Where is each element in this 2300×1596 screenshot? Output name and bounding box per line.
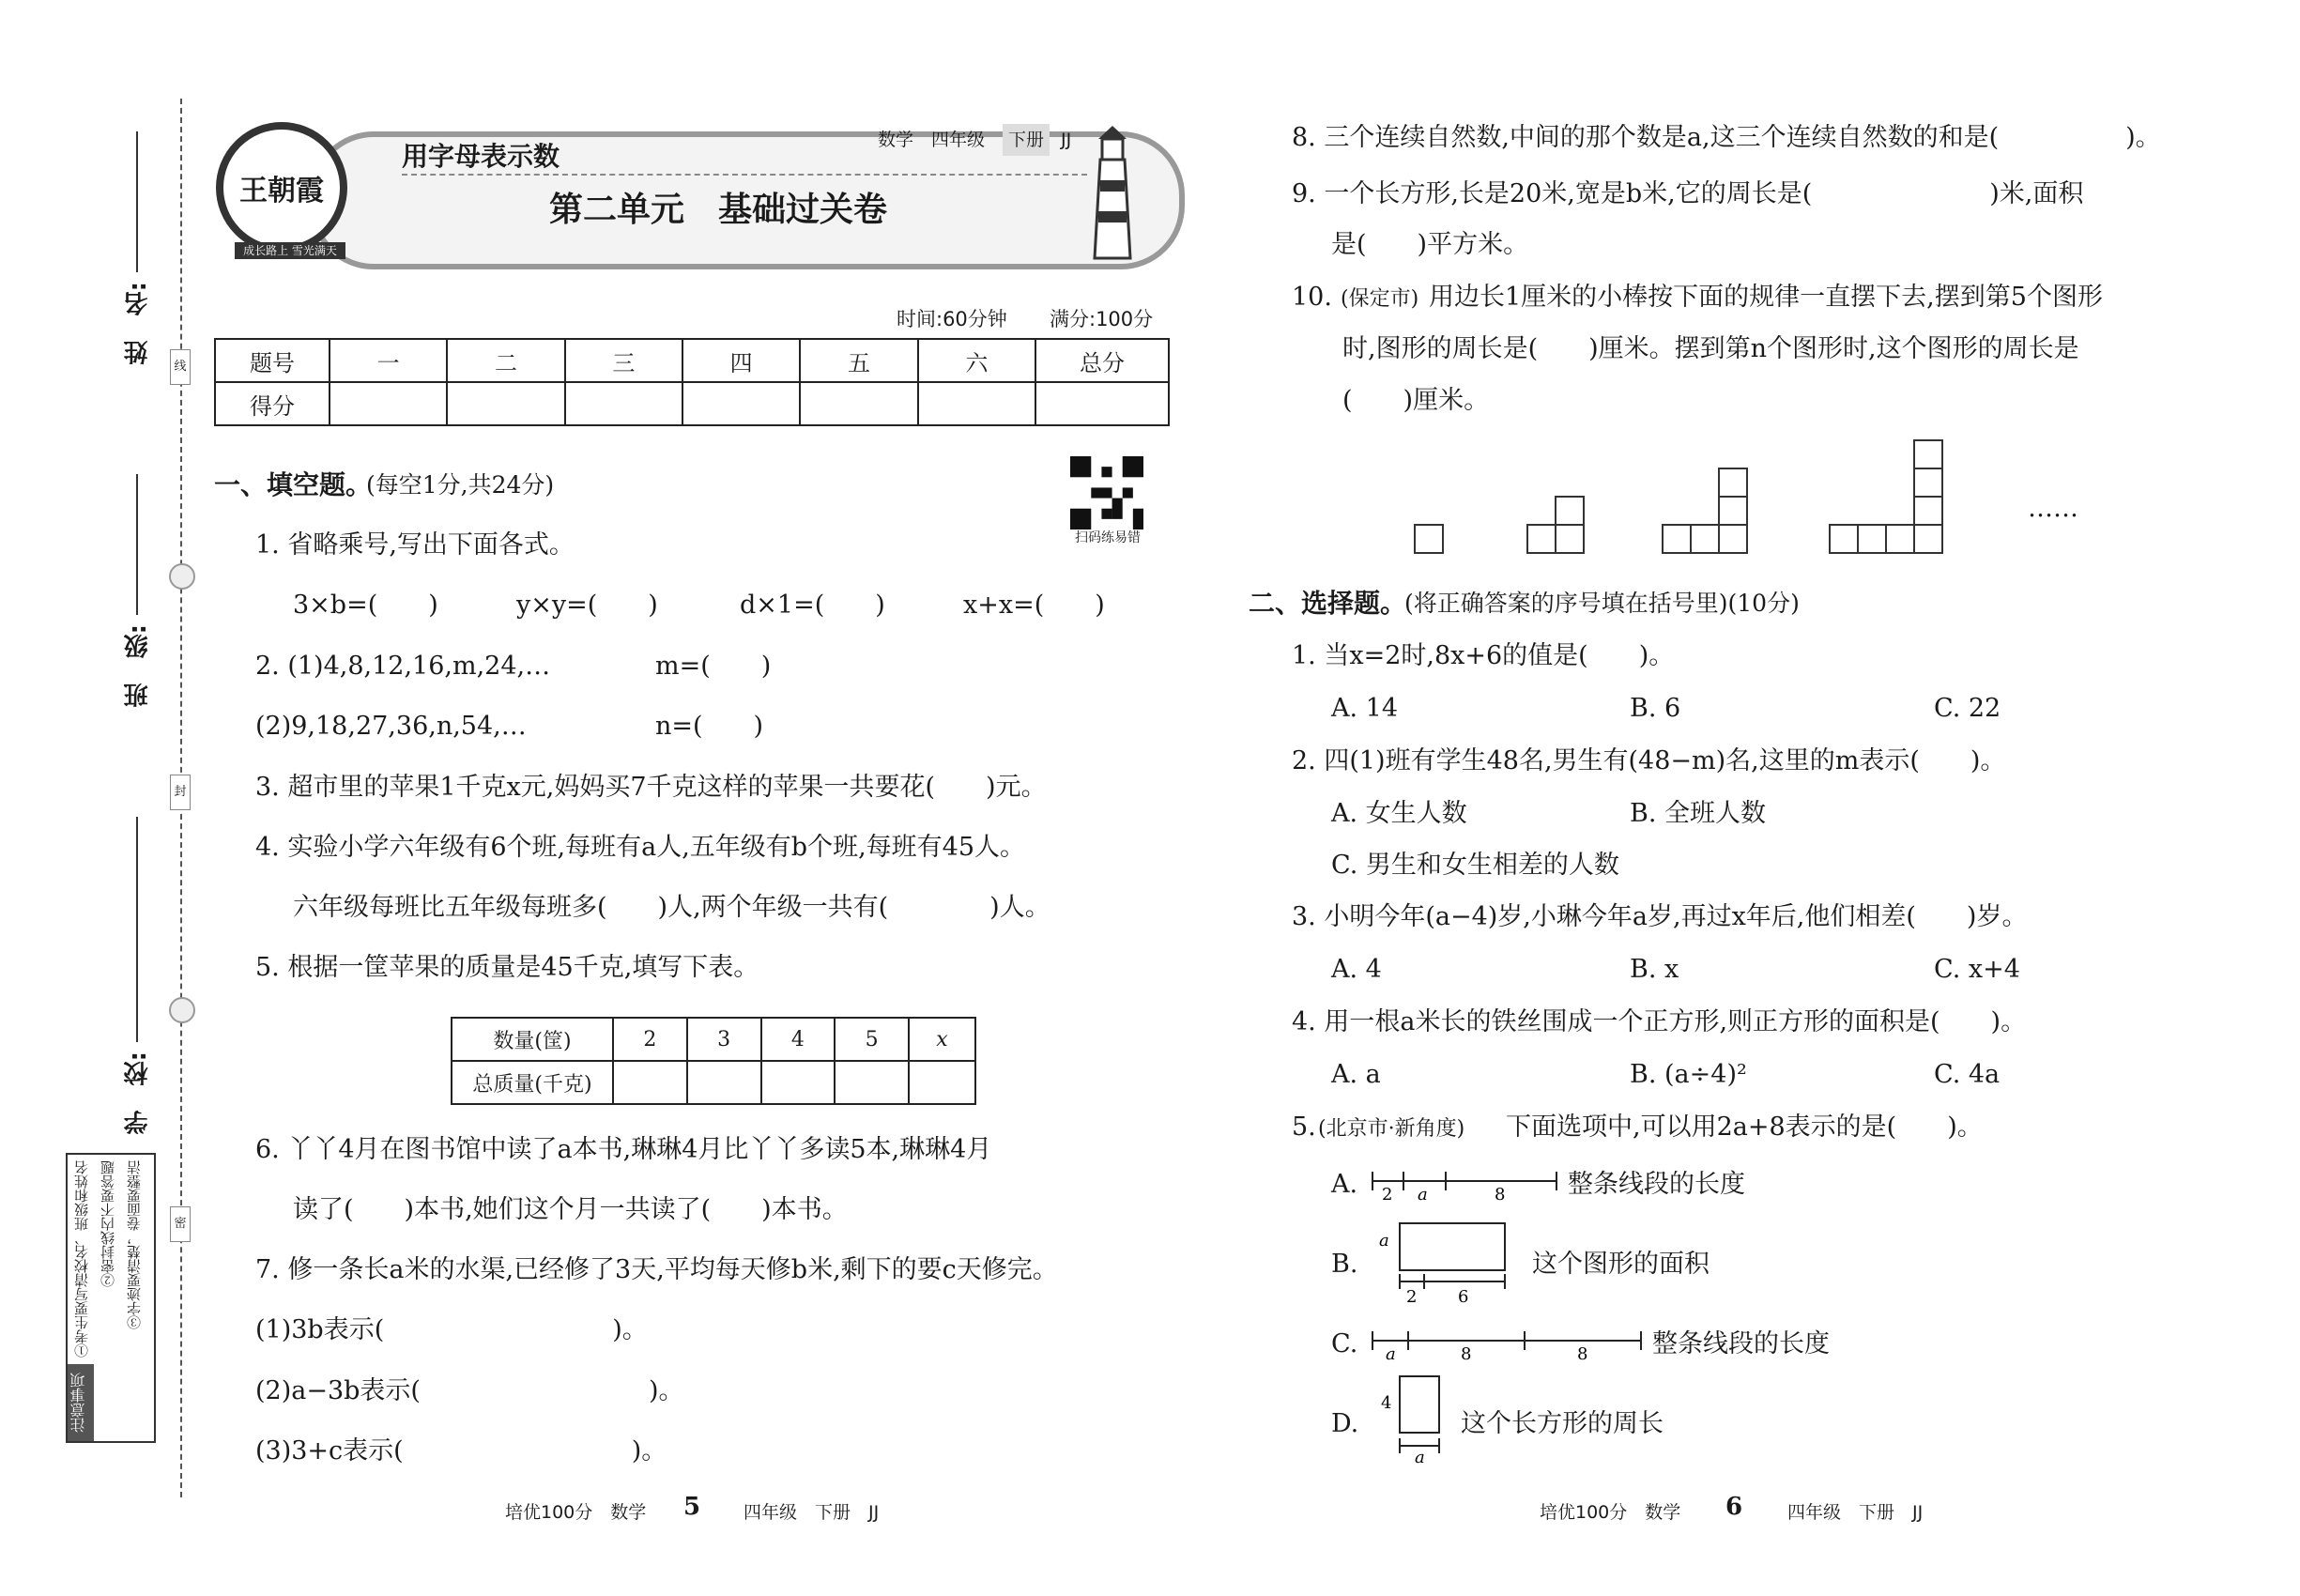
s2-q1-stem: 1. 当x=2时,8x+6的值是( )。	[1292, 641, 1675, 670]
apple-head-2: 3	[687, 1018, 761, 1061]
qr-code-icon[interactable]	[1070, 456, 1143, 529]
q10-stem-line3: ( )厘米。	[1342, 386, 1490, 415]
score-cell[interactable]	[330, 382, 447, 425]
s2-q2-stem: 2. 四(1)班有学生48名,男生有(48−m)名,这里的m表示( )。	[1292, 746, 2006, 775]
topic-label: 用字母表示数	[402, 141, 560, 172]
s2-q4-opt-b[interactable]: B. (a÷4)²	[1630, 1060, 1747, 1089]
q1-item-4: x+x=( )	[963, 591, 1105, 620]
s2-q5-opt-c-desc: 整条线段的长度	[1652, 1329, 1830, 1358]
s2-q5-opt-a-desc: 整条线段的长度	[1568, 1170, 1745, 1199]
score-head-2: 二	[447, 339, 564, 382]
s2-q4-opt-a[interactable]: A. a	[1331, 1060, 1381, 1089]
fig-d-label-a: a	[1415, 1448, 1425, 1465]
q10-tag: (保定市)	[1341, 287, 1419, 311]
q2a-stem: 2. (1)4,8,12,16,m,24,…	[255, 652, 551, 681]
school-label: 学 校:	[124, 1051, 152, 1135]
score-cell[interactable]	[565, 382, 682, 425]
q8-stem: 8. 三个连续自然数,中间的那个数是a,这三个连续自然数的和是( )。	[1292, 123, 2161, 152]
fig-b-label-a: a	[1379, 1231, 1389, 1251]
lighthouse-icon	[1080, 122, 1145, 263]
q4-stem-line1: 4. 实验小学六年级有6个班,每班有a人,五年级有b个班,每班有45人。	[255, 833, 1026, 862]
segment-figure-c	[1371, 1324, 1643, 1361]
s2-q5-number: 5.	[1292, 1113, 1316, 1142]
score-head-4: 四	[682, 339, 800, 382]
section1-note: (每空1分,共24分)	[366, 471, 555, 499]
q2a-answer: m=( )	[655, 652, 772, 681]
class-label: 班 级:	[124, 624, 152, 708]
score-cell[interactable]	[447, 382, 564, 425]
section2-title: 二、选择题。	[1249, 588, 1407, 619]
fig-c-label-a: a	[1386, 1344, 1396, 1361]
score-cell[interactable]	[682, 382, 800, 425]
s2-q3-stem: 3. 小明今年(a−4)岁,小琳今年a岁,再过x年后,他们相差( )岁。	[1292, 902, 2028, 931]
apple-cell[interactable]	[835, 1061, 909, 1104]
q6-stem-line1: 6. 丫丫4月在图书馆中读了a本书,琳琳4月比丫丫多读5本,琳琳4月	[255, 1135, 992, 1164]
q9-stem-line2: 是( )平方米。	[1331, 230, 1529, 259]
class-blank[interactable]	[136, 474, 138, 615]
s2-q4-stem: 4. 用一根a米长的铁丝围成一个正方形,则正方形的面积是( )。	[1292, 1007, 2027, 1036]
q10-number: 10.	[1292, 283, 1332, 312]
s2-q4-opt-c[interactable]: C. 4a	[1934, 1060, 2001, 1089]
apple-cell[interactable]	[761, 1061, 836, 1104]
s2-q5-opt-d-desc: 这个长方形的周长	[1461, 1409, 1664, 1438]
q10-stem-line2: 时,图形的周长是( )厘米。摆到第n个图形时,这个图形的周长是	[1342, 334, 2079, 363]
apple-head-5: x	[909, 1018, 975, 1061]
name-blank[interactable]	[136, 131, 138, 272]
s2-q5-tag: (北京市·新角度)	[1318, 1117, 1465, 1141]
s2-q3-opt-b[interactable]: B. x	[1630, 955, 1679, 984]
apple-head-1: 2	[613, 1018, 687, 1061]
q1-item-2: y×y=( )	[516, 591, 658, 620]
grade-tag: 四年级	[931, 130, 986, 150]
score-head-6: 六	[918, 339, 1035, 382]
q1-item-3: d×1=( )	[740, 591, 885, 620]
fig-c-label-8b: 8	[1577, 1344, 1588, 1361]
q2b-stem: (2)9,18,27,36,n,54,…	[255, 712, 527, 741]
score-head-1: 一	[330, 339, 447, 382]
note-2: ②密封线内不要答题	[100, 1160, 116, 1287]
s2-q5-opt-a[interactable]: A.	[1331, 1170, 1358, 1199]
s2-q1-opt-a[interactable]: A. 14	[1331, 694, 1399, 723]
footer-right-text: 培优100分 数学	[1540, 1502, 1681, 1523]
fig-b-label-6: 6	[1458, 1287, 1469, 1305]
s2-q5-opt-c[interactable]: C.	[1331, 1329, 1358, 1358]
score-row-label: 得分	[215, 382, 330, 425]
edition-tag: JJ	[1061, 130, 1072, 150]
apple-cell[interactable]	[613, 1061, 687, 1104]
brand-logo	[216, 122, 347, 253]
score-head-0: 题号	[215, 339, 330, 382]
brand-ribbon: 成长路上 雪光满天	[235, 242, 345, 259]
score-cell[interactable]	[1035, 382, 1169, 425]
apple-head-0: 数量(筐)	[452, 1018, 613, 1061]
seal-feng: 封	[170, 775, 191, 810]
score-table	[214, 338, 1170, 426]
fig-b-label-2: 2	[1406, 1287, 1418, 1305]
rectangle-figure-b	[1366, 1216, 1516, 1305]
note-1: ①考生要写清校名、班级和姓名	[73, 1160, 90, 1358]
footer-left-text: 培优100分 数学	[505, 1502, 647, 1523]
q1-stem: 1. 省略乘号,写出下面各式。	[255, 530, 575, 560]
s2-q5-stem: 下面选项中,可以用2a+8表示的是( )。	[1506, 1113, 1983, 1142]
apple-head-4: 5	[835, 1018, 909, 1061]
fig-a-label-2: 2	[1382, 1185, 1393, 1202]
topic-underline	[402, 174, 1087, 176]
s2-q5-opt-b-desc: 这个图形的面积	[1532, 1250, 1710, 1279]
s2-q1-opt-c[interactable]: C. 22	[1934, 694, 2001, 723]
s2-q2-opt-c[interactable]: C. 男生和女生相差的人数	[1331, 851, 1619, 880]
q7-stem: 7. 修一条长a米的水渠,已经修了3天,平均每天修b米,剩下的要c天修完。	[255, 1255, 1058, 1284]
score-head-7: 总分	[1035, 339, 1169, 382]
q2b-answer: n=( )	[655, 712, 764, 741]
score-head-5: 五	[800, 339, 917, 382]
q9-stem-line1: 9. 一个长方形,长是20米,宽是b米,它的周长是( )米,面积	[1292, 179, 2084, 208]
s2-q3-opt-a[interactable]: A. 4	[1331, 955, 1382, 984]
q1-item-1: 3×b=( )	[293, 591, 438, 620]
apple-cell[interactable]	[687, 1061, 761, 1104]
time-info: 时间:60分钟	[897, 308, 1007, 330]
pattern-ellipsis: ……	[2028, 494, 2078, 523]
notes-box	[66, 1153, 156, 1443]
s2-q5-opt-b[interactable]: B.	[1331, 1250, 1358, 1279]
name-label: 姓 名:	[124, 282, 152, 365]
section2-note: (将正确答案的序号填在括号里)(10分)	[1404, 590, 1800, 617]
notes-title: 注意事项	[68, 1364, 94, 1441]
footer-right-page: 6	[1725, 1493, 1743, 1521]
fig-d-label-4: 4	[1381, 1393, 1392, 1413]
score-head-3: 三	[565, 339, 682, 382]
s2-q1-opt-b[interactable]: B. 6	[1630, 694, 1681, 723]
apple-head-3: 4	[761, 1018, 836, 1061]
q7-part-3: (3)3+c表示( )。	[255, 1436, 667, 1466]
rectangle-figure-d	[1366, 1371, 1450, 1465]
fig-a-label-a: a	[1418, 1185, 1428, 1202]
s2-q2-opt-b[interactable]: B. 全班人数	[1630, 799, 1767, 828]
section1-title: 一、填空题。	[214, 469, 373, 500]
fig-c-label-8a: 8	[1461, 1344, 1472, 1361]
q4-stem-line2: 六年级每班比五年级每班多( )人,两个年级一共有( )人。	[293, 893, 1050, 922]
s2-q2-opt-a[interactable]: A. 女生人数	[1331, 799, 1467, 828]
subject-tag: 数学	[878, 130, 914, 150]
seal-xian: 线	[170, 349, 191, 385]
term-tag: 下册	[1003, 124, 1050, 156]
full-score-info: 满分:100分	[1050, 308, 1154, 330]
score-cell[interactable]	[800, 382, 917, 425]
fig-a-label-8: 8	[1495, 1185, 1506, 1202]
binding-hole-1	[169, 563, 195, 590]
q5-stem: 5. 根据一筐苹果的质量是45千克,填写下表。	[255, 953, 759, 982]
footer-left-tail: 四年级 下册 JJ	[744, 1502, 880, 1523]
seal-mi: 密	[170, 1206, 191, 1242]
note-3: ③字迹要清楚，卷面要整洁	[126, 1160, 143, 1329]
segment-figure-a	[1371, 1164, 1558, 1202]
footer-left-page: 5	[683, 1493, 701, 1521]
q10-stem-line1: 用边长1厘米的小棒按下面的规律一直摆下去,摆到第5个图形	[1429, 283, 2103, 312]
s2-q5-opt-d[interactable]: D.	[1331, 1409, 1359, 1438]
binding-hole-2	[169, 997, 195, 1023]
apple-row-label: 总质量(千克)	[452, 1061, 613, 1104]
q3-stem: 3. 超市里的苹果1千克x元,妈妈买7千克这样的苹果一共要花( )元。	[255, 773, 1047, 802]
apple-table	[451, 1017, 976, 1105]
brand-name: 王朝霞	[239, 175, 324, 207]
footer-right-tail: 四年级 下册 JJ	[1787, 1502, 1924, 1523]
q6-stem-line2: 读了( )本书,她们这个月一共读了( )本书。	[293, 1195, 848, 1224]
school-blank[interactable]	[136, 817, 138, 1042]
apple-cell[interactable]	[909, 1061, 975, 1104]
q7-part-1: (1)3b表示( )。	[255, 1315, 648, 1344]
qr-caption: 扫码练易错	[1075, 530, 1141, 545]
q7-part-2: (2)a−3b表示( )。	[255, 1376, 684, 1405]
s2-q3-opt-c[interactable]: C. x+4	[1934, 955, 2020, 984]
page-title: 第二单元 基础过关卷	[549, 191, 888, 229]
score-cell[interactable]	[918, 382, 1035, 425]
